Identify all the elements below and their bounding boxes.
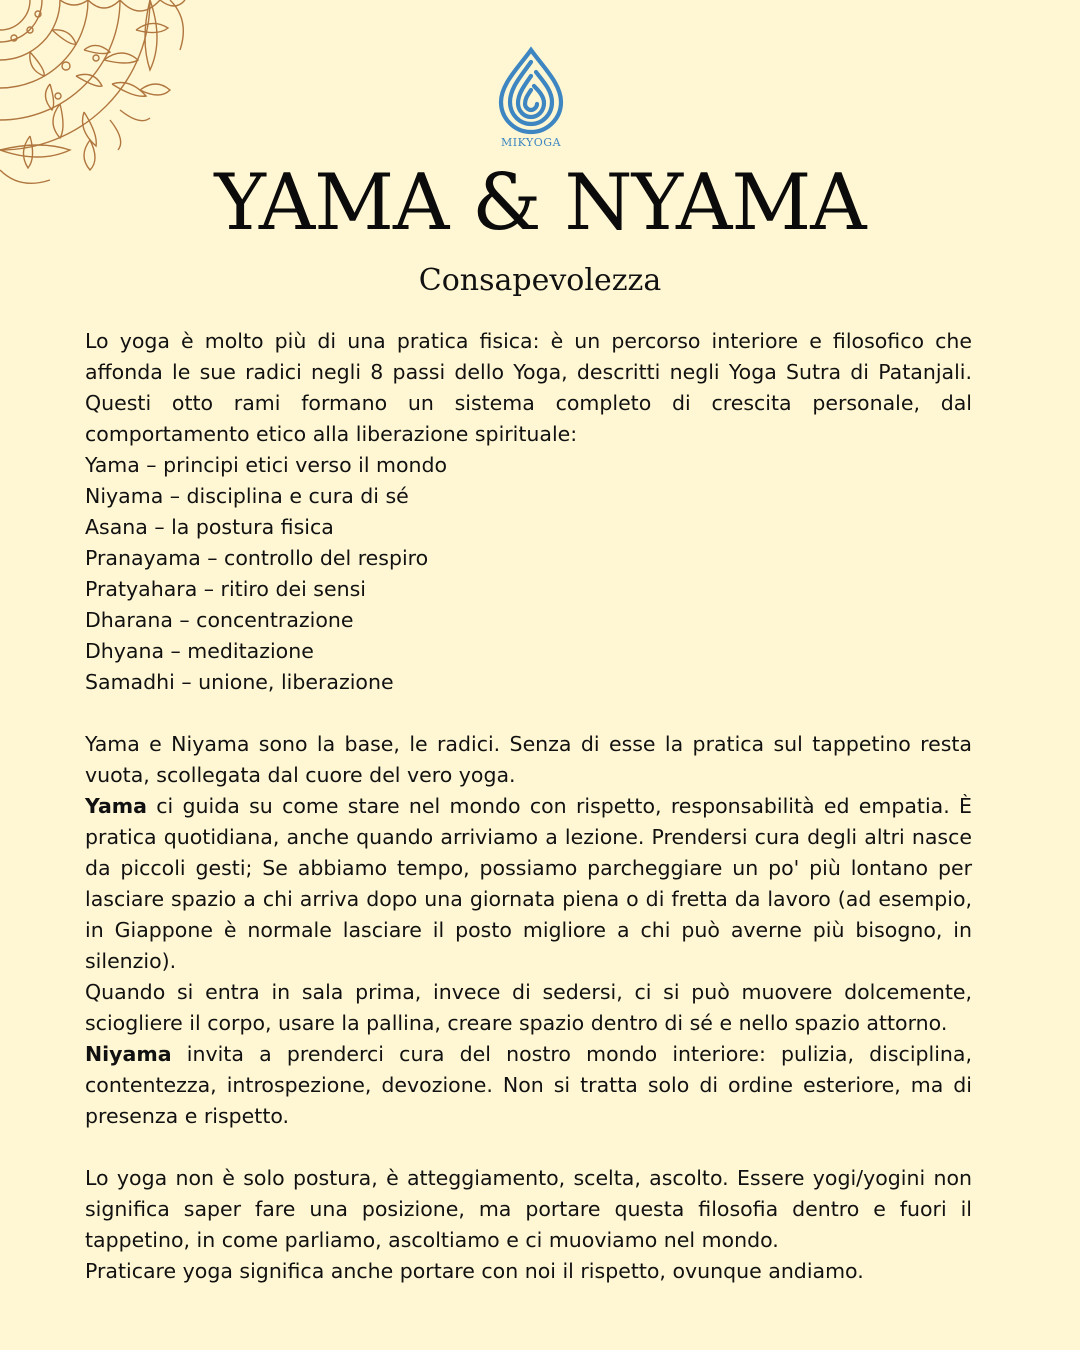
yama-paragraph: [85, 791, 972, 977]
list-item: Dharana – concentrazione: [85, 608, 354, 632]
base-paragraph: Yama e Niyama sono la base, le radici. Senza di esse la pratica sul tappetino resta vuota, scollegata dal cuore del vero yoga.: [85, 732, 972, 787]
niyama-text: invita a prenderci cura del nostro mondo interiore: pulizia, disciplina, contentezza, introspezione, devozione. Non si tratta solo di ordine esteriore, ma di presenza e rispetto.: [85, 1042, 972, 1128]
article-body: [85, 326, 972, 1287]
page-subtitle: Consapevolezza: [418, 263, 662, 298]
list-item: Samadhi – unione, liberazione: [85, 670, 394, 694]
brand-name: MIKYOGA: [500, 136, 562, 149]
sala-paragraph: Quando si entra in sala prima, invece di sedersi, ci si può muovere dolcemente, sciogliere il corpo, usare la pallina, creare spazio dentro di sé e nello spazio attorno.: [85, 980, 972, 1035]
final-sentence: Praticare yoga significa anche portare con noi il rispetto, ovunque andiamo.: [85, 1259, 864, 1283]
niyama-paragraph: [85, 1039, 972, 1132]
niyama-term: Niyama: [85, 1042, 172, 1066]
yama-term: Yama: [85, 794, 147, 818]
list-item: Dhyana – meditazione: [85, 639, 314, 663]
closing-paragraph: Lo yoga non è solo postura, è atteggiamento, scelta, ascolto. Essere yogi/yogini non significa saper fare una posizione, ma portare questa filosofia dentro e fuori il tappetino, in come parliamo, ascoltiamo e ci muoviamo nel mondo.: [85, 1166, 972, 1252]
mikyoga-logo: [495, 46, 567, 152]
list-item: Pranayama – controllo del respiro: [85, 546, 429, 570]
list-item: Asana – la postura fisica: [85, 515, 334, 539]
page-title: YAMA & NYAMA: [214, 158, 866, 248]
intro-paragraph: Lo yoga è molto più di una pratica fisica: è un percorso interiore e filosofico che affonda le sue radici negli 8 passi dello Yoga, descritti negli Yoga Sutra di Patanjali. Questi otto rami formano un sistema completo di crescita personale, dal comportamento etico alla liberazione spirituale:: [85, 329, 972, 446]
list-item: Niyama – disciplina e cura di sé: [85, 484, 409, 508]
eight-limbs-list: [85, 450, 972, 698]
list-item: Pratyahara – ritiro dei sensi: [85, 577, 366, 601]
yama-text: ci guida su come stare nel mondo con rispetto, responsabilità ed empatia. È pratica quotidiana, anche quando arriviamo a lezione. Prendersi cura degli altri nasce da piccoli gesti; Se abbiamo tempo, possiamo parcheggiare un po' più lontano per lasciare spazio a chi arriva dopo una giornata piena o di fretta da lavoro (ad esempio, in Giappone è normale lasciare il posto migliore a chi può averne più bisogno, in silenzio).: [85, 794, 972, 973]
water-drop-icon: [496, 46, 566, 136]
list-item: Yama – principi etici verso il mondo: [85, 453, 448, 477]
